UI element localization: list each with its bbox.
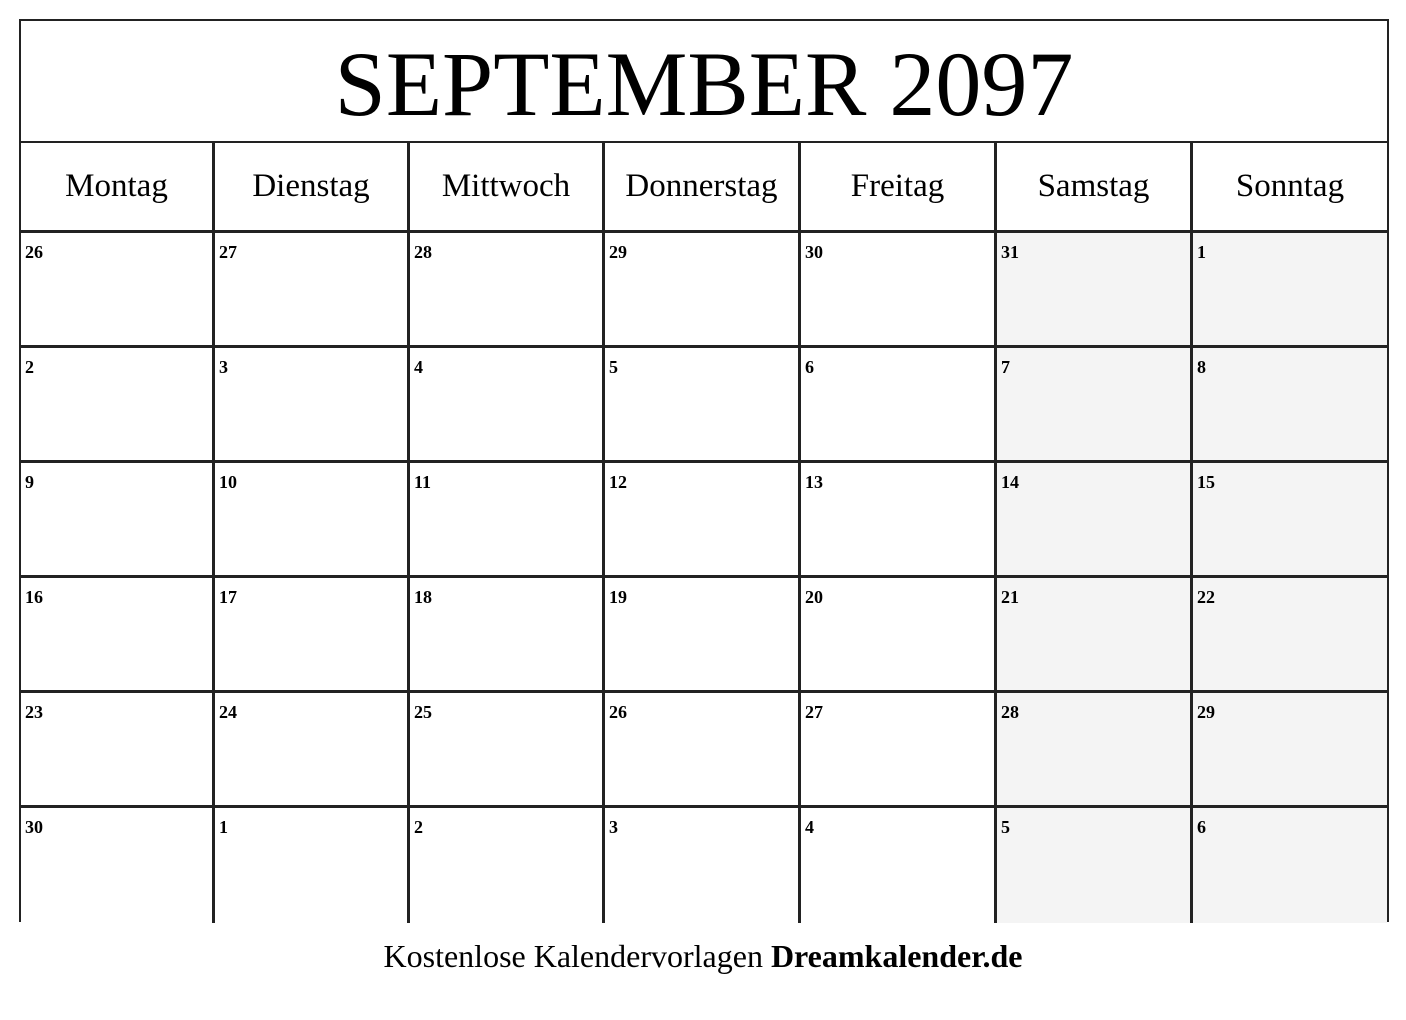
day-number: 12 xyxy=(609,472,627,492)
day-number: 28 xyxy=(414,242,432,262)
footer-text: Kostenlose Kalendervorlagen xyxy=(383,938,763,974)
day-cell xyxy=(410,578,605,693)
day-cell xyxy=(215,463,410,578)
day-number: 25 xyxy=(414,702,432,722)
day-number: 11 xyxy=(414,472,432,492)
day-number: 2 xyxy=(414,817,423,837)
day-cell xyxy=(605,693,801,808)
day-cell xyxy=(1193,233,1387,348)
day-cell xyxy=(21,348,215,463)
day-number: 17 xyxy=(219,587,237,607)
day-cell xyxy=(997,348,1193,463)
footer-brand: Dreamkalender.de xyxy=(770,938,1023,974)
day-cell xyxy=(21,233,215,348)
weekday-header: Samstag xyxy=(997,143,1193,233)
day-cell xyxy=(605,578,801,693)
day-cell xyxy=(801,578,997,693)
day-number: 20 xyxy=(805,587,823,607)
day-number: 24 xyxy=(219,702,237,722)
day-number: 26 xyxy=(609,702,627,722)
day-cell xyxy=(21,578,215,693)
day-cell xyxy=(801,348,997,463)
day-number: 29 xyxy=(1197,702,1215,722)
day-number: 30 xyxy=(805,242,823,262)
day-cell xyxy=(1193,578,1387,693)
day-cell xyxy=(215,348,410,463)
day-cell xyxy=(215,808,410,923)
day-number: 8 xyxy=(1197,357,1206,377)
day-number: 1 xyxy=(1197,242,1206,262)
day-cell xyxy=(605,808,801,923)
day-cell xyxy=(801,808,997,923)
day-number: 6 xyxy=(1197,817,1206,837)
day-cell xyxy=(1193,808,1387,923)
day-cell xyxy=(801,693,997,808)
day-cell xyxy=(215,693,410,808)
day-number: 7 xyxy=(1001,357,1010,377)
weekday-header: Sonntag xyxy=(1193,143,1387,233)
day-number: 13 xyxy=(805,472,823,492)
day-number: 19 xyxy=(609,587,627,607)
day-number: 5 xyxy=(609,357,618,377)
day-cell xyxy=(410,463,605,578)
day-number: 9 xyxy=(25,472,34,492)
day-number: 15 xyxy=(1197,472,1215,492)
day-number: 5 xyxy=(1001,817,1010,837)
day-number: 18 xyxy=(414,587,432,607)
day-number: 28 xyxy=(1001,702,1019,722)
footer xyxy=(0,938,1406,975)
day-number: 1 xyxy=(219,817,228,837)
day-cell xyxy=(410,348,605,463)
day-number: 3 xyxy=(609,817,618,837)
day-cell xyxy=(21,463,215,578)
day-number: 16 xyxy=(25,587,43,607)
day-number: 22 xyxy=(1197,587,1215,607)
day-number: 29 xyxy=(609,242,627,262)
calendar-title: SEPTEMBER 2097 xyxy=(21,21,1387,143)
day-number: 3 xyxy=(219,357,228,377)
day-cell xyxy=(997,808,1193,923)
day-number: 27 xyxy=(805,702,823,722)
day-cell xyxy=(997,463,1193,578)
weekday-header: Montag xyxy=(21,143,215,233)
day-cell xyxy=(605,463,801,578)
day-number: 10 xyxy=(219,472,237,492)
day-cell xyxy=(801,463,997,578)
day-number: 6 xyxy=(805,357,814,377)
day-number: 30 xyxy=(25,817,43,837)
weekday-header: Donnerstag xyxy=(605,143,801,233)
weekday-header: Freitag xyxy=(801,143,997,233)
day-number: 4 xyxy=(805,817,814,837)
calendar xyxy=(19,19,1389,922)
day-number: 31 xyxy=(1001,242,1019,262)
day-cell xyxy=(605,233,801,348)
day-number: 23 xyxy=(25,702,43,722)
day-number: 14 xyxy=(1001,472,1019,492)
day-number: 26 xyxy=(25,242,43,262)
day-cell xyxy=(21,808,215,923)
day-cell xyxy=(1193,693,1387,808)
day-cell xyxy=(215,233,410,348)
day-cell xyxy=(21,693,215,808)
day-cell xyxy=(997,233,1193,348)
day-cell xyxy=(801,233,997,348)
day-cell xyxy=(410,808,605,923)
day-cell xyxy=(410,233,605,348)
weekday-header: Dienstag xyxy=(215,143,410,233)
calendar-grid xyxy=(21,143,1387,920)
day-cell xyxy=(410,693,605,808)
day-number: 21 xyxy=(1001,587,1019,607)
weekday-header: Mittwoch xyxy=(410,143,605,233)
day-cell xyxy=(605,348,801,463)
day-number: 4 xyxy=(414,357,423,377)
day-cell xyxy=(997,693,1193,808)
day-number: 27 xyxy=(219,242,237,262)
day-cell xyxy=(997,578,1193,693)
day-number: 2 xyxy=(25,357,34,377)
day-cell xyxy=(1193,348,1387,463)
day-cell xyxy=(215,578,410,693)
day-cell xyxy=(1193,463,1387,578)
